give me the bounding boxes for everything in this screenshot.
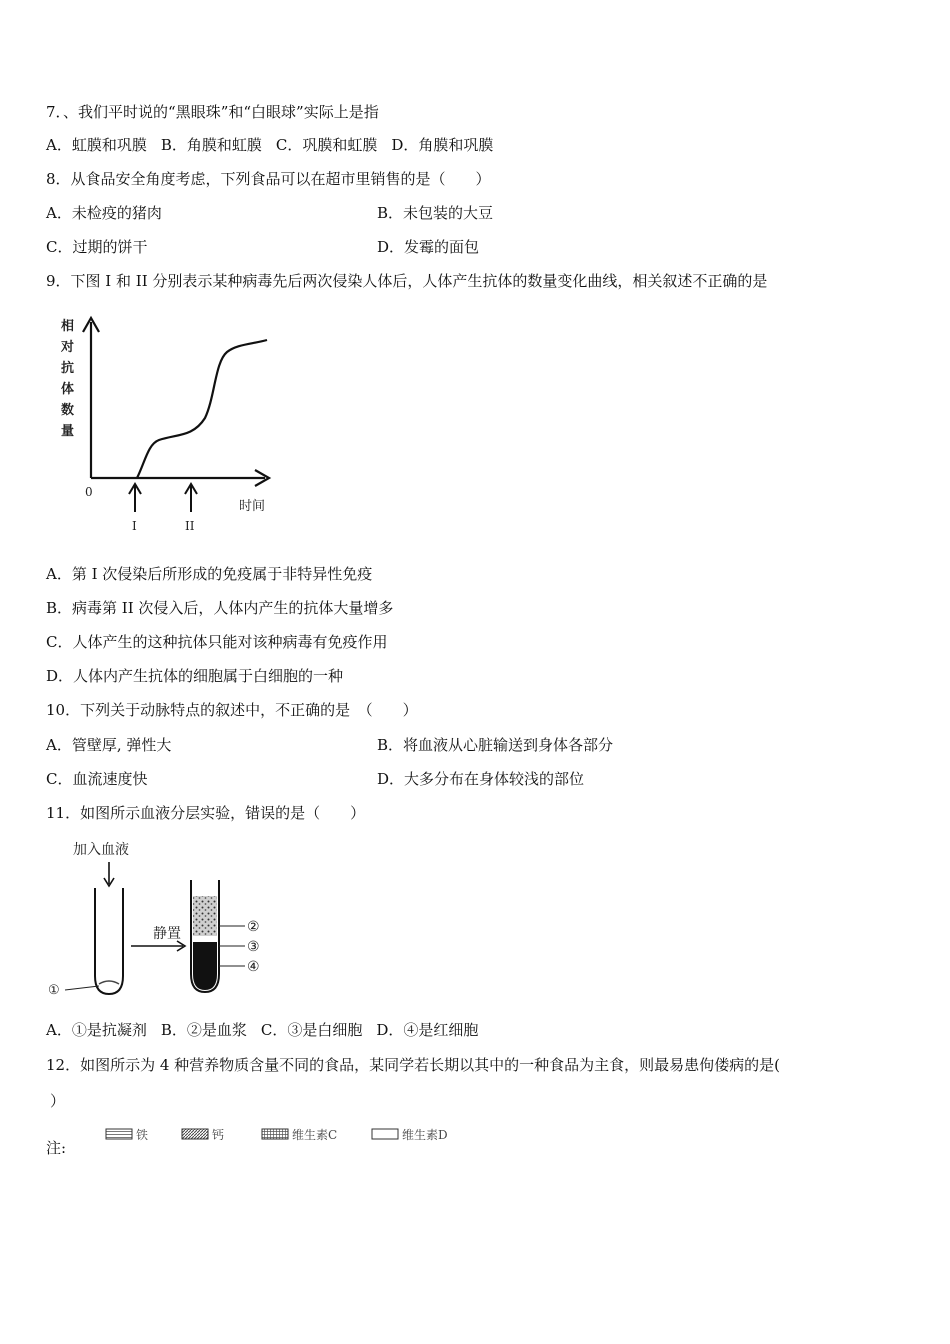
blood-layering-figure bbox=[45, 834, 285, 1004]
q10-stem: 10．下列关于动脉特点的叙述中，不正确的是 （ ） bbox=[46, 701, 418, 719]
q8-option-d: D．发霉的面包 bbox=[377, 238, 480, 256]
q9-option-b: B．病毒第 II 次侵入后，人体内产生的抗体大量增多 bbox=[46, 599, 394, 617]
y-label-char: 相 bbox=[61, 319, 75, 334]
q8-option-a: A．未检疫的猪肉 bbox=[46, 204, 162, 222]
q11-option-b: B．②是血浆 bbox=[160, 1021, 247, 1039]
legend-swatch-vitamin-c bbox=[262, 1129, 288, 1139]
q9-option-c: C．人体产生的这种抗体只能对该种病毒有免疫作用 bbox=[46, 633, 388, 651]
anticoagulant bbox=[99, 981, 119, 984]
legend-swatch-vitamin-d bbox=[372, 1129, 398, 1139]
plasma-layer bbox=[193, 896, 217, 936]
y-label-char: 量 bbox=[61, 424, 75, 439]
label-2: ② bbox=[247, 919, 260, 935]
q12-stem-line1: 12．如图所示为 4 种营养物质含量不同的食品，某同学若长期以其中的一种食品为主食，则最易患佝偻病的是( bbox=[46, 1056, 781, 1074]
legend-swatch-calcium bbox=[182, 1129, 208, 1139]
q11-stem: 11．如图所示血液分层实验，错误的是（ ） bbox=[46, 804, 366, 822]
y-label-char: 体 bbox=[61, 382, 75, 397]
legend-vitamin-c: 维生素C bbox=[292, 1128, 338, 1142]
q7-option-b: B．角膜和虹膜 bbox=[160, 136, 262, 154]
q8-option-c: C．过期的饼干 bbox=[46, 238, 148, 256]
q9-option-d: D．人体内产生抗体的细胞属于白细胞的一种 bbox=[46, 667, 344, 685]
test-tube-left bbox=[95, 888, 123, 994]
q12-note-label: 注: bbox=[46, 1139, 67, 1157]
label-3: ③ bbox=[247, 939, 260, 955]
q10-option-a: A．管壁厚, 弹性大 bbox=[46, 736, 172, 754]
q10-option-d: D．大多分布在身体较浅的部位 bbox=[377, 770, 585, 788]
stand-label: 静置 bbox=[153, 926, 181, 942]
x-axis-label: 时间 bbox=[239, 499, 266, 514]
q9-option-a: A．第 I 次侵染后所形成的免疫属于非特异性免疫 bbox=[46, 565, 373, 583]
origin-label: 0 bbox=[85, 485, 93, 499]
q11-options bbox=[46, 1020, 478, 1040]
antibody-curve-figure bbox=[55, 312, 285, 544]
white-cell-layer bbox=[193, 936, 217, 942]
legend-iron: 铁 bbox=[136, 1128, 149, 1142]
q12-stem-line2: ） bbox=[50, 1092, 66, 1110]
nutrient-legend bbox=[104, 1124, 484, 1148]
q7-option-d: D．角膜和巩膜 bbox=[391, 136, 494, 154]
y-label-char: 数 bbox=[61, 403, 75, 418]
q11-option-c: C．③是白细胞 bbox=[260, 1021, 363, 1039]
q7-option-a: A．虹膜和巩膜 bbox=[46, 136, 147, 154]
red-cell-layer bbox=[193, 942, 217, 990]
label-1: ① bbox=[48, 983, 60, 998]
q8-option-b: B．未包装的大豆 bbox=[377, 204, 494, 222]
legend-calcium: 钙 bbox=[212, 1128, 225, 1142]
label-1-leader bbox=[65, 986, 99, 990]
q10-option-c: C．血流速度快 bbox=[46, 770, 148, 788]
legend-vitamin-d: 维生素D bbox=[402, 1128, 448, 1142]
marker-2-label: II bbox=[185, 519, 195, 533]
y-label-char: 对 bbox=[61, 340, 75, 355]
antibody-curve bbox=[137, 340, 267, 478]
legend-swatch-iron bbox=[106, 1129, 132, 1139]
q7-options bbox=[46, 135, 493, 155]
y-label-char: 抗 bbox=[61, 361, 75, 376]
q7-stem: 7．、我们平时说的“黑眼珠”和“白眼球”实际上是指 bbox=[46, 103, 379, 121]
q11-option-d: D．④是红细胞 bbox=[376, 1021, 479, 1039]
add-blood-label: 加入血液 bbox=[73, 842, 129, 858]
q7-option-c: C．巩膜和虹膜 bbox=[275, 136, 378, 154]
q8-stem: 8．从食品安全角度考虑，下列食品可以在超市里销售的是（ ） bbox=[46, 170, 491, 188]
q10-option-b: B．将血液从心脏输送到身体各部分 bbox=[377, 736, 614, 754]
q9-stem: 9．下图 I 和 II 分别表示某种病毒先后两次侵染人体后，人体产生抗体的数量变化曲线，相关叙述不正确的是 bbox=[46, 272, 768, 290]
label-4: ④ bbox=[247, 959, 260, 975]
q11-option-a: A．①是抗凝剂 bbox=[46, 1021, 147, 1039]
marker-1-label: I bbox=[132, 519, 137, 533]
